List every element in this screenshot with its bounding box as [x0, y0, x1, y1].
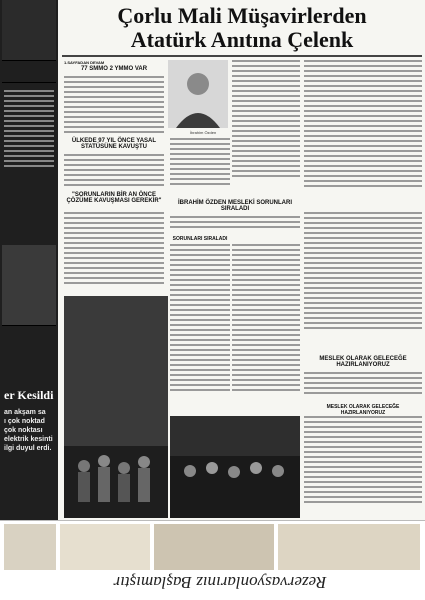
strip-title-kesildi: er Kesildi [4, 388, 54, 402]
kicker: 1.SAYFADAN DEVAM [64, 60, 105, 65]
portrait-caption: İbrahim Özden [190, 130, 217, 135]
section-b-subhead: SORUNLARI SIRALADI [172, 236, 228, 242]
left-news-strip [0, 0, 58, 520]
strip-box-top [2, 0, 56, 61]
headline-line-2: Atatürk Anıtına Çelenk [130, 27, 354, 52]
banner-photo-2 [60, 524, 150, 570]
section-b-head: İBRAHİM ÖZDEN MESLEKİ SORUNLARI SIRALADI [178, 200, 292, 212]
column-c-text-4 [304, 416, 422, 516]
strip-column-text [4, 90, 54, 240]
column-b-text-3 [170, 216, 300, 236]
column-c-text-2 [304, 212, 422, 352]
section-a-subhead-2: "SORUNLARIN BİR AN ÖNCE ÇÖZÜME KAVUŞMASI GEREKİR" [66, 192, 162, 204]
banner-photo-4 [278, 524, 420, 570]
section-a-subhead: ÜLKEDE 97 YIL ÖNCE YASAL STATÜSÜNE KAVUŞTU [71, 138, 157, 150]
main-headline [62, 4, 422, 52]
section-c-head: MESLEK OLARAK GELECEĞE HAZIRLANIYORUZ [319, 356, 407, 368]
section-a-head: 77 SMMO 2 YMMO VAR [80, 66, 148, 72]
banner-photo-1 [4, 524, 56, 570]
headline-rule [62, 55, 422, 57]
banner-photo-3 [154, 524, 274, 570]
column-b-text-1 [170, 138, 230, 198]
column-a-text-1 [64, 76, 164, 136]
column-a-text-2 [64, 154, 164, 192]
column-c-text-1 [304, 60, 422, 210]
crowd-photo-icon [64, 296, 168, 518]
strip-photo [2, 245, 56, 326]
column-a-text-3 [64, 212, 164, 292]
banner-script-text: Rezervasyonlarınız Başlamıştır [113, 573, 327, 592]
headline-line-1: Çorlu Mali Müşavirlerden [117, 3, 367, 28]
portrait-photo [168, 60, 228, 128]
column-c-text-3 [304, 372, 422, 402]
section-c-head-2: MESLEK OLARAK GELECEĞE HAZIRLANIYORUZ [326, 404, 400, 416]
crowd-photo-2-icon [170, 416, 300, 518]
column-b-text-4 [170, 244, 230, 414]
column-b-text-2 [232, 60, 300, 200]
strip-kesildi-text: an akşam sa ı çok noktad çok noktası elektrik kesinti ilgi duyul erdi. [4, 409, 53, 452]
portrait-silhouette-icon [168, 60, 228, 128]
column-b-text-5 [232, 244, 300, 414]
group-photo-left [64, 296, 168, 518]
group-photo-right [170, 416, 300, 518]
